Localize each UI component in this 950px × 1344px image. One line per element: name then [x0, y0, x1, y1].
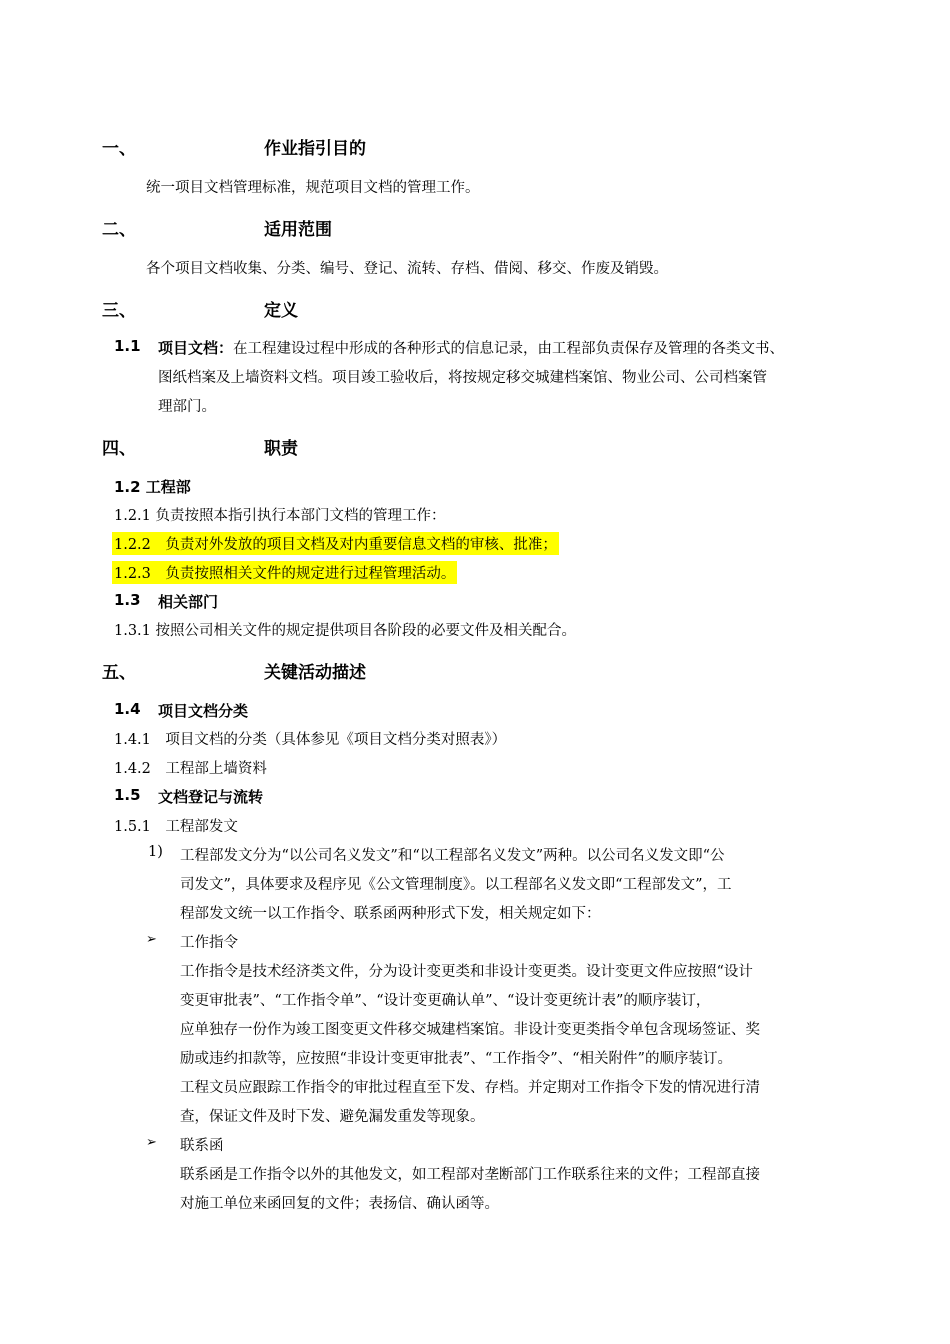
definition-line-3: 理部门。: [158, 399, 216, 415]
bullet-2-line-1: 联系函是工作指令以外的其他发文，如工程部对垄断部门工作联系往来的文件；工程部直接: [180, 1167, 760, 1183]
bullet-1-line-6: 查，保证文件及时下发、避免漏发重发等现象。: [180, 1109, 485, 1125]
paragraph-1-4-1: 1.4.1 项目文档的分类（具体参见《项目文档分类对照表》）: [114, 732, 507, 748]
paragraph-1-5-1: 1.5.1 工程部发文: [114, 819, 238, 835]
paragraph-1-2-2-highlighted: 1.2.2 负责对外发放的项目文档及对内重要信息文档的审核、批准；: [112, 532, 559, 555]
definition-number: 1.1: [114, 337, 141, 355]
section-2-number: 二、: [102, 220, 136, 240]
paragraph-1-3-1: 1.3.1 按照公司相关文件的规定提供项目各阶段的必要文件及相关配合。: [114, 623, 577, 639]
subsection-1-5-title: 文档登记与流转: [158, 788, 264, 806]
section-4-title: 职责: [264, 439, 298, 459]
definition-text: 在工程建设过程中形成的各种形式的信息记录，由工程部负责保存及管理的各类文书、: [233, 341, 785, 357]
section-1-title: 作业指引目的: [264, 139, 366, 159]
bullet-1-line-3: 应单独存一份作为竣工图变更文件移交城建档案馆。非设计变更类指令单包含现场签证、奖: [180, 1022, 760, 1038]
subsection-1-4-number: 1.4: [114, 700, 141, 718]
bullet-1-line-4: 励或违约扣款等，应按照“非设计变更审批表”、“工作指令”、“相关附件”的顺序装订。: [180, 1051, 732, 1067]
list-item-1-line-2: 司发文”，具体要求及程序见《公文管理制度》。以工程部名义发文即“工程部发文”，工: [180, 877, 732, 893]
arrow-bullet-icon: ➢: [146, 932, 157, 947]
arrow-bullet-icon: ➢: [146, 1135, 157, 1150]
section-3-number: 三、: [102, 301, 136, 321]
bullet-1-line-2: 变更审批表”、“工作指令单”、“设计变更确认单”、“设计变更统计表”的顺序装订，: [180, 993, 711, 1009]
bullet-1-line-5: 工程文员应跟踪工作指令的审批过程直至下发、存档。并定期对工作指令下发的情况进行清: [180, 1080, 760, 1096]
paragraph-1-2-3-highlighted: 1.2.3 负责按照相关文件的规定进行过程管理活动。: [112, 561, 457, 584]
subsection-1-3-number: 1.3: [114, 591, 141, 609]
paragraph-1-2-1: 1.2.1 负责按照本指引执行本部门文档的管理工作：: [114, 508, 446, 524]
subsection-1-5-number: 1.5: [114, 786, 141, 804]
definition-line-1: [158, 337, 784, 358]
subsection-1-3-title: 相关部门: [158, 593, 219, 611]
section-5-title: 关键活动描述: [264, 663, 366, 683]
subsection-1-4-title: 项目文档分类: [158, 702, 249, 720]
bullet-1-title: 工作指令: [180, 935, 238, 951]
paragraph-1-4-2: 1.4.2 工程部上墙资料: [114, 761, 267, 777]
bullet-1-line-1: 工作指令是技术经济类文件，分为设计变更类和非设计变更类。设计变更文件应按照“设计: [180, 964, 753, 980]
list-item-1-marker: 1): [148, 844, 163, 860]
bullet-2-title: 联系函: [180, 1138, 224, 1154]
bullet-2-line-2: 对施工单位来函回复的文件；表扬信、确认函等。: [180, 1196, 499, 1212]
section-5-number: 五、: [102, 663, 136, 683]
section-4-number: 四、: [102, 439, 136, 459]
section-1-number: 一、: [102, 139, 136, 159]
section-1-body: 统一项目文档管理标准，规范项目文档的管理工作。: [146, 180, 480, 196]
definition-line-2: 图纸档案及上墙资料文档。项目竣工验收后，将按规定移交城建档案馆、物业公司、公司档案管: [158, 370, 767, 386]
definition-term: 项目文档：: [158, 339, 234, 357]
section-2-title: 适用范围: [264, 220, 332, 240]
list-item-1-line-3: 程部发文统一以工作指令、联系函两种形式下发，相关规定如下：: [180, 906, 601, 922]
list-item-1-line-1: 工程部发文分为“以公司名义发文”和“以工程部名义发文”两种。以公司名义发文即“公: [180, 848, 725, 864]
subsection-1-2-heading: 1.2 工程部: [114, 478, 191, 496]
section-2-body: 各个项目文档收集、分类、编号、登记、流转、存档、借阅、移交、作废及销毁。: [146, 261, 668, 277]
section-3-title: 定义: [264, 301, 298, 321]
